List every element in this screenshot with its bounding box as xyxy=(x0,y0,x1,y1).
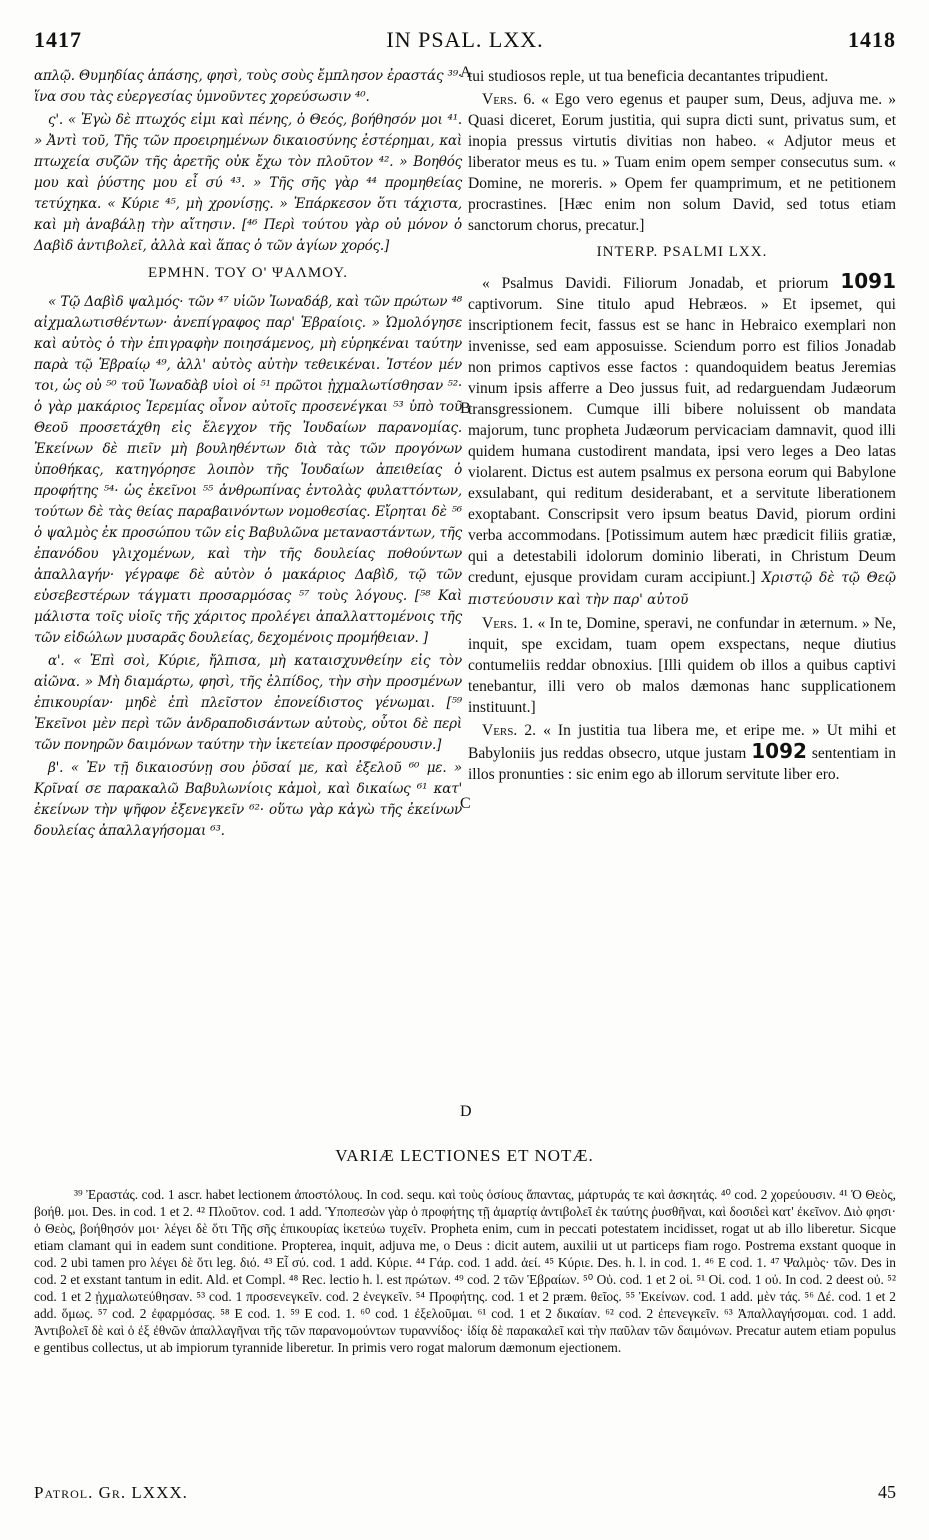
running-header xyxy=(34,22,896,58)
latin-verse-2-label: Vers. 2. xyxy=(482,722,536,739)
latin-column xyxy=(468,66,896,844)
signature-mark: Patrol. Gr. LXXX. xyxy=(34,1482,188,1502)
latin-intro: tui studiosos reple, ut tua beneficia decantantes tripudient. xyxy=(468,68,829,85)
greek-verse-2: β'. « Ἐν τῇ δικαιοσύνῃ σου ῥῦσαί με, καὶ ἐξελοῦ ⁶⁰ με. » Κρῖναί σε παρακαλῶ Βαβυλωνίοις κἀμοὶ, καὶ δικαίως ⁶¹ κατ' ἐκείνων τὴν ψῆφον ἐξενεγκεῖν ⁶²· οὕτω γὰρ κἀγὼ τῆς ἐκείνων δουλείας ἀπαλλαγήσομαι ⁶³. xyxy=(34,760,462,839)
greek-column xyxy=(34,66,462,844)
latin-verse-6-text: « Ego vero egenus et pauper sum, Deus, adjuva me. » Quasi diceret, Eorum justitia, qui supra dicti sunt, privatus sum, et inopia pressus virtutis divitias non habeo. « Adjutor meus et liberator meus es tu. » Tuam enim opem semper consecutus sum. « Domine, ne moreris. » Opem fer quamprimum, et ne petitionem procrastines. [Hæc enim non solum David, sed totus etiam sanctorum chorus, precatur.] xyxy=(468,91,897,234)
latin-interp-start: « Psalmus Davidi. Filiorum Jonadab, et priorum xyxy=(482,275,829,292)
latin-interp-body: captivorum. Sine titulo apud Hebræos. » Et ipsemet, qui inscriptionem fecit, fassus est se hanc in Hebraico exemplari non invenisse, sed eam apposuisse. Sciendum porro est filios Jonadab non primos captivos esse factos : quandoquidem beatus Jeremias vinum ipsis afferre a Deo jussus fuit, ad redarguendam Judæorum transgressionem. Cumque illi bibere noluissent ob mandata majorum, tunc propheta Judæorum pervicaciam damnavit, quod illi quidem humana custodirent mandata, ipsi vero leges a Deo latas violarent. Dictus est autem psalmus ex persona eorum qui Babylone exsulabant, qui reditum desiderabant, et a servitute liberationem exoptabant. Conscripsit vero ipsum beatus David, piorum ordini verba accommodans. [Potissimum autem hæc prædicit filiis gratiæ, qui a detestabili idolorum dominio liberati, in Christum Deum credunt, ejusque providam curam accipiunt.] xyxy=(468,296,896,586)
column-number-1091: 1091 xyxy=(840,269,896,293)
page-footer xyxy=(34,1482,896,1503)
latin-verse-2-start: « In justitia tua libera me, et eripe me. » Ut mihi et Babyloniis jus reddas obsecro, utque justam xyxy=(468,722,896,762)
latin-verse-2 xyxy=(468,720,896,785)
latin-verse-2-end: sententiam in illos pronunties : sic enim ego ab illorum servitute liber ero. xyxy=(468,745,897,783)
greek-verse-6: ς'. « Ἐγὼ δὲ πτωχός εἰμι καὶ πένης, ὁ Θεός, βοήθησόν μοι ⁴¹. » Ἀντὶ τοῦ, Τῆς τῶν προειρημένων δικαιοσύνης ἐστέρημαι, καὶ πτωχεία συζῶν τῆς ἀρετῆς οὐκ ἔχω τὸν πλοῦτον ⁴². » Βοηθός μου καὶ ῥύστης μου εἶ σύ ⁴³. » Τῆς σῆς γὰρ ⁴⁴ προμηθείας τετύχηκα. « Κύριε ⁴⁵, μὴ χρονίσῃς. » Ἐπάρκεσον ὅτι τάχιστα, καὶ μὴ ἀναβάλῃ τὴν αἴτησιν. [⁴⁶ Περὶ τούτου γὰρ οὐ μόνον ὁ Δαβὶδ ἀντιβολεῖ, ἀλλὰ καὶ ἅπας ὁ τῶν ἁγίων χορός.] xyxy=(34,112,462,254)
latin-verse-1-text: « In te, Domine, speravi, ne confundar in æternum. » Ne, inquit, spe excidam, tuam opem exspectans, neque diutius contumeliis reddar obnoxius. [Illi quidem ob illos a quibus captivi tenebantur, illi vero ob malos dæmonas hanc supplicationem instituunt.] xyxy=(468,615,896,716)
latin-interpretation xyxy=(468,271,896,611)
margin-marker-d: D xyxy=(460,1103,472,1120)
latin-verse-1-label: Vers. 1. xyxy=(482,615,534,632)
column-number-1092: 1092 xyxy=(751,739,807,763)
left-page-number: 1417 xyxy=(34,27,82,52)
running-title: IN PSAL. LXX. xyxy=(386,27,544,52)
notes-title: VARIÆ LECTIONES ET NOTÆ. xyxy=(335,1146,594,1165)
notes-text: ³⁹ Ἐραστάς. cod. 1 ascr. habet lectionem ἀποστόλους. In cod. sequ. καὶ τοὺς ὁσίους ἅπαντας, μάρτυράς τε καὶ ἀσκητάς. ⁴⁰ cod. 2 χορεύουσιν. ⁴¹ Ὁ Θεὸς, βοήθ. μοι. Des. in cod. 1 et 2. ⁴² Πλοῦτον. cod. 1 add. Ὑποπεσὼν γὰρ ὁ προφήτης τῇ ἁμαρτίᾳ ἀντιβολεῖ ἐκ ταύτης ῥυσθῆναι, καὶ δοσιδεὶ κατ' ἐκεῖνον. Διὸ φησι· ὁ Θεὸς, βοήθησόν μοι· λέγει δὲ ὅτι Τῆς σῆς ἐπικουρίας ἱκετεύω τυχεῖν. Propheta enim, cum in peccati potestatem incidisset, rogat ut ab illo liberetur. Sicque etiam clamant qui in eadem sunt conditione. Propterea, inquit, adjuva me, o Deus : dicit autem, auxilii ut ut particeps fiam rogo. Postrema exstant quoque in cod. 2 ubi tamen pro λέγει δὲ ὅτι leg. διό. ⁴³ Εἶ σύ. cod. 1 add. Κύριε. ⁴⁴ Γάρ. cod. 1 add. ἀεί. ⁴⁵ Κύριε. Des. h. l. in cod. 1. ⁴⁶ E cod. 1. ⁴⁷ Ψαλμὸς· τῶν. Des in cod. 2 et exstant tantum in edit. Ald. et Compl. ⁴⁸ Rec. lectio h. l. est πρώτων. ⁴⁹ cod. 2 τῶν Ἑβραίων. ⁵⁰ Οὐ. cod. 1 et 2 οἱ. ⁵¹ Οἱ. cod. 1 οὐ. In cod. 2 deest οὐ. ⁵² cod. 1 et 2 ᾐχμαλωτεύθησαν. ⁵³ cod. 1 προσενεγκεῖν. cod. 2 ἐνεγκεῖν. ⁵⁴ Προφήτης. cod. 1 et 2 præm. θεῖος. ⁵⁵ Ἐκείνων. cod. 1 add. μὲν τάς. ⁵⁶ Δέ. cod. 1 et 2 add. ὅμως. ⁵⁷ cod. 2 ἐφαρμόσας. ⁵⁸ E cod. 1. ⁵⁹ E cod. 1. ⁶⁰ cod. 1 ἐξελοῦμαι. ⁶¹ cod. 1 et 2 δικαίαν. ⁶² cod. 2 ἐπενεγκεῖν. ⁶³ Ἀπαλλαγήσομαι. cod. 1 add. Ἀντιβολεῖ δὲ καὶ ὁ ἐξ ἐθνῶν ἀπαλλαγῆναι τῆς τῶν παρανομούντων τυραννίδος· ἰδίᾳ δὲ παρακαλεῖ καὶ τὴν παῦλαν τῶν δαιμόνων. Precatur autem etiam populus e gentibus collectus, ut ab impiorum tyrannide liberetur. In primis vero rogat malorum dæmonum ejectionem. xyxy=(34,1187,896,1355)
greek-verse-1: α'. « Ἐπὶ σοὶ, Κύριε, ἤλπισα, μὴ καταισχυνθείην εἰς τὸν αἰῶνα. » Μὴ διαμάρτω, φησὶ, τῆς ἐλπίδος, τὴν σὴν προσμένων ἐπικουρίαν· μηδὲ ἐπὶ πλεῖστον ἐπονείδιστος γένωμαι. [⁵⁹ Ἐκεῖνοι μὲν περὶ τῶν ἀνδραποδισάντων αὐτοὺς, οὗτοι δὲ περὶ τῶν πονηρῶν δαιμόνων ταύτην τὴν ἱκετείαν προσφέρουσιν.] xyxy=(34,653,462,753)
margin-marker-a: A xyxy=(460,64,472,81)
greek-interpretation: « Τῷ Δαβὶδ ψαλμός· τῶν ⁴⁷ υἱῶν Ἰωναδάβ, καὶ τῶν πρώτων ⁴⁸ αἰχμαλωτισθέντων· ἀνεπίγραφος παρ' Ἑβραίοις. » Ὡμολόγησε καὶ αὐτὸς ὁ τὴν ἐπιγραφὴν ποιησάμενος, μὴ εὑρηκέναι ταύτην παρὰ τῷ Ἑβραίῳ ⁴⁹, ἀλλ' αὐτὸς αὐτὴν τεθεικέναι. Ἰστέον μέν τοι, ὡς οὐ ⁵⁰ τοῦ Ἰωναδὰβ υἱοὶ οἱ ⁵¹ πρῶτοι ᾐχμαλωτίσθησαν ⁵²· ὁ γὰρ μακάριος Ἱερεμίας οἶνον αὐτοῖς προσενέγκαι ⁵³ ὑπὸ τοῦ Θεοῦ προσετάχθη εἰς ἔλεγχον τῆς Ἰουδαίων παρανομίας. Ἐκείνων δὲ πιεῖν μὴ βουληθέντων διὰ τὰς τῶν προγόνων ὑποθήκας, κατηγόρησε λοιπὸν τῆς Ἰουδαίων ἀπειθείας ὁ προφήτης ⁵⁴· ὡς ἐκεῖνοι ⁵⁵ ἀνθρωπίνας ἐντολὰς φυλαττόντων, τούτων δὲ τὰς θείας παραβαινόντων νομοθεσίας. Εἴρηται δὲ ⁵⁶ ὁ ψαλμὸς ἐκ προσώπου τῶν εἰς Βαβυλῶνα μεταναστάντων, τῆς ἐπανόδου γλιχομένων, καὶ τὴν τῆς δουλείας ποθούντων ἀπαλλαγήν· γέγραφε δὲ αὐτὸν ὁ μακάριος Δαβὶδ, τῷ τῶν εὐσεβεστέρων τάγματι προσαρμόσας ⁵⁷ τοὺς λόγους. [⁵⁸ Καὶ μάλιστα τοῖς υἱοῖς τῆς χάριτος προλέγει ἀπαλλαττομένοις τῆς τῶν εἰδώλων μυσαρᾶς δουλείας, δεχομένοις προμήθειαν. ] xyxy=(34,294,462,646)
latin-verse-6-label: Vers. 6. xyxy=(482,91,535,108)
margin-marker-b: B xyxy=(460,400,471,417)
latin-interp-greek-tail: Χριστῷ δὲ τῷ Θεῷ πιστεύουσιν καὶ τὴν παρ' αὐτοῦ xyxy=(468,570,896,608)
sheet-number: 45 xyxy=(878,1482,896,1502)
latin-verse-1 xyxy=(468,613,896,718)
greek-intro: απλῷ. Θυμηδίας ἁπάσης, φησὶ, τοὺς σοὺς ἔμπλησον ἐραστάς ³⁹· ἵνα σου τὰς εὐεργεσίας ὑμνοῦντες χορεύσωσιν ⁴⁰. xyxy=(34,68,462,105)
latin-verse-6 xyxy=(468,89,896,236)
variant-readings-notes xyxy=(34,1186,896,1356)
right-page-number: 1418 xyxy=(847,27,896,52)
greek-section-title: ΕΡΜΗΝ. ΤΟΥ Ο' ΨΑΛΜΟΥ. xyxy=(148,265,348,281)
latin-section-title: INTERP. PSALMI LXX. xyxy=(596,244,768,260)
margin-marker-c: C xyxy=(460,795,471,812)
two-column-body xyxy=(34,66,896,844)
